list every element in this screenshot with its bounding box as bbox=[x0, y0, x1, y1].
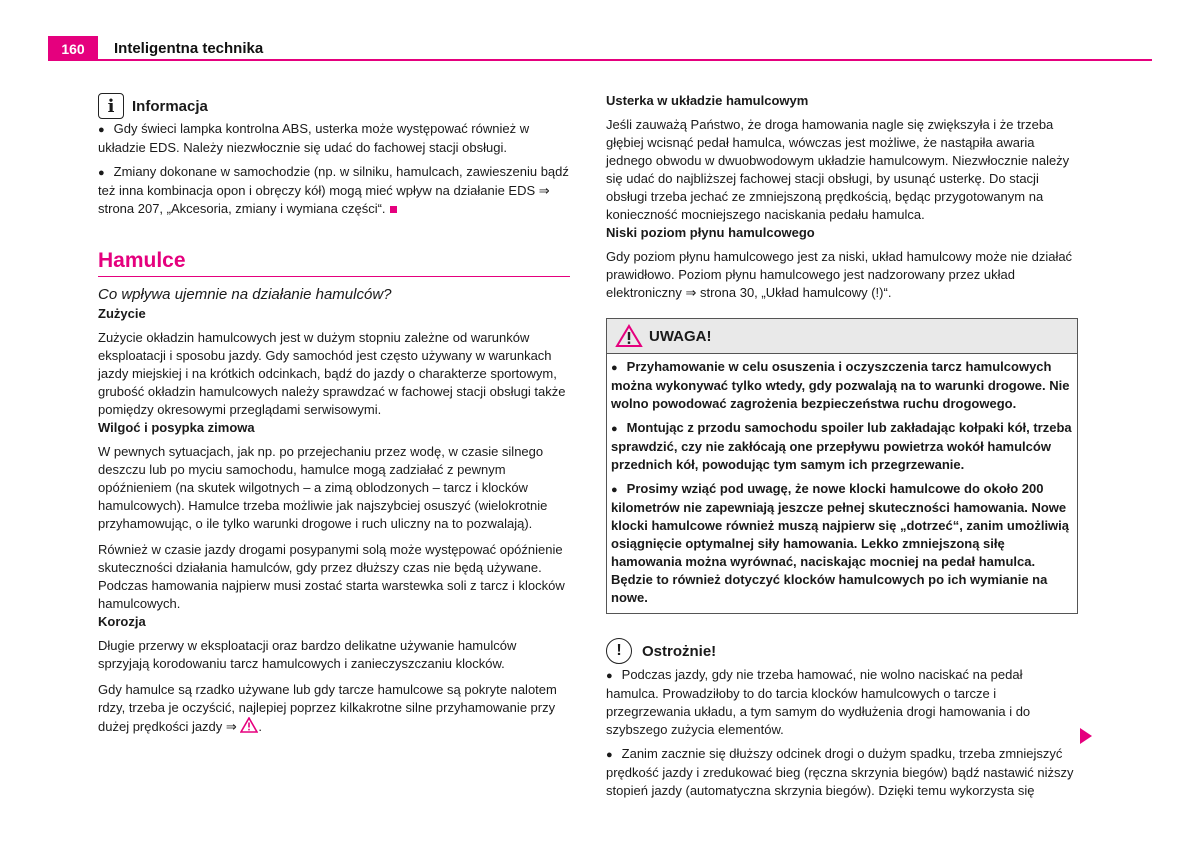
caution-bullet-1: ● Podczas jazdy, gdy nie trzeba hamować, nie wolno naciskać na pedał hamulca. Prowadziłoby to do tarcia klocków hamulcowych o tarcze i przegrzewania układu, a tym samym do wydłużenia drogi hamowania i do szybszego zużycia elementów. bbox=[606, 667, 1031, 737]
moisture-text-2: Również w czasie jazdy drogami posypanymi solą może występować opóźnienie skuteczności działania hamulców, gdy przez dłuższy czas nie będą używane. Podczas hamowania najpierw musi zostać starta warstewka soli z tarcz i klocków hamulcowych. bbox=[98, 542, 565, 611]
header-title: Inteligentna technika bbox=[114, 40, 264, 57]
bullet-dot-icon: ● bbox=[98, 124, 105, 136]
section-title: Hamulce bbox=[98, 249, 186, 272]
moisture-heading: Wilgoć i posypka zimowa bbox=[98, 420, 255, 435]
warning-bullet-1: ● Przyhamowanie w celu osuszenia i oczyszczenia tarcz hamulcowych można wykonywać tylko wtedy, gdy pozwalają na to warunki drogowe. Nie wolno powodować zagrożenia bezpieczeństwa ruchu drogowego. bbox=[611, 359, 1070, 411]
wear-heading: Zużycie bbox=[98, 306, 146, 321]
warning-body bbox=[607, 354, 1077, 613]
corrosion-text-1: Długie przerwy w eksploatacji oraz bardzo delikatne używanie hamulców sprzyjają korodowaniu tarcz hamulcowych i zanieczyszczaniu klocków. bbox=[98, 638, 517, 671]
moisture-text-1: W pewnych sytuacjach, jak np. po przejechaniu przez wodę, w czasie silnego deszczu lub po myciu samochodu, hamulce mogą zadziałać z pewnym opóźnieniem (na skutek wilgotnych – a zimą oblodzonych – tarcz i klocków hamulcowych). Hamulce trzeba możliwie jak najszybciej osuszyć (wielokrotnie przyhamowując, o ile tylko warunki drogowe i ruch uliczny na to pozwalają). bbox=[98, 444, 548, 531]
warning-box bbox=[606, 318, 1078, 614]
caution-header bbox=[606, 636, 1078, 666]
page-header bbox=[48, 36, 1152, 62]
warning-triangle-icon[interactable] bbox=[240, 717, 258, 733]
section-subtitle: Co wpływa ujemnie na działanie hamulców? bbox=[98, 286, 392, 303]
left-column bbox=[98, 92, 570, 736]
section-rule bbox=[98, 276, 570, 277]
fault-heading: Usterka w układzie hamulcowym bbox=[606, 93, 809, 108]
info-bullet-2: ● Zmiany dokonane w samochodzie (np. w silniku, hamulcach, zawieszeniu bądź też inna kombinacja opon i obręczy kół) mogą mieć wpływ na działanie EDS ⇒ strona 207, „Akcesoria, zmiany i wymiana części“. bbox=[98, 164, 569, 216]
bullet-dot-icon: ● bbox=[611, 423, 618, 435]
end-marker-icon bbox=[390, 206, 397, 213]
info-bullet-1: ● Gdy świeci lampka kontrolna ABS, usterka może występować również w układzie EDS. Należy niezwłocznie się udać do fachowej stacji obsługi. bbox=[98, 121, 530, 155]
warning-bullet-3: ● Prosimy wziąć pod uwagę, że nowe klocki hamulcowe do około 200 kilometrów nie zapewniają jeszcze pełnej skuteczności hamowania. Nowe klocki hamulcowe również muszą najpierw się „dotrzeć“, zanim umożliwią osiągnięcie optymalnej siły hamowania. Lekko zmniejszoną siłę hamowania można wyrównać, naciskając mocniej na pedał hamulca. Będzie to również dotyczyć klocków hamulcowych po ich wymianie na nowe. bbox=[611, 481, 1070, 605]
bullet-dot-icon: ● bbox=[611, 362, 618, 374]
caution-title: Ostrożnie! bbox=[642, 642, 717, 660]
wear-text: Zużycie okładzin hamulcowych jest w dużym stopniu zależne od warunków eksploatacji i sposobu jazdy. Gdy samochód jest często używany w warunkach jazdy miejskiej i na krótkich odcinkach, bądź do jazdy o charakterze sportowym, grubość okładzin hamulcowych należy sprawdzać w fachowej stacji obsługi także pomiędzy okresowymi przeglądami serwisowymi. bbox=[98, 330, 566, 417]
corrosion-text-2: Gdy hamulce są rzadko używane lub gdy tarcze hamulcowe są pokryte nalotem rdzy, trzeba je oczyścić, najlepiej poprzez kilkakrotne silne przyhamowanie przy dużej prędkości jazdy ⇒ . bbox=[98, 682, 557, 734]
corrosion-heading: Korozja bbox=[98, 614, 146, 629]
right-column bbox=[606, 92, 1078, 800]
bullet-dot-icon: ● bbox=[606, 749, 613, 761]
fluid-text: Gdy poziom płynu hamulcowego jest za niski, układ hamulcowy może nie działać prawidłowo. Poziom płynu hamulcowego jest nadzorowany przez układ elektroniczny ⇒ strona 30, „Układ hamulcowy (!)“. bbox=[606, 249, 1073, 300]
info-icon: i bbox=[98, 93, 124, 119]
warning-header bbox=[607, 319, 1077, 354]
bullet-dot-icon: ● bbox=[611, 484, 618, 496]
header-rule bbox=[48, 59, 1152, 61]
caution-bullet-2: ● Zanim zacznie się dłuższy odcinek drogi o dużym spadku, trzeba zmniejszyć prędkość jazdy i zredukować bieg (ręczna skrzynia biegów) bądź nastawić niższy stopień jazdy (automatyczna skrzynia biegów). Dzięki temu wykorzysta się bbox=[606, 746, 1074, 798]
next-page-arrow-icon[interactable] bbox=[1080, 728, 1092, 744]
warning-triangle-icon bbox=[615, 324, 643, 348]
page-number: 160 bbox=[48, 36, 98, 60]
info-title: Informacja bbox=[132, 97, 208, 115]
bullet-dot-icon: ● bbox=[606, 670, 613, 682]
fluid-heading: Niski poziom płynu hamulcowego bbox=[606, 225, 815, 240]
warning-title: UWAGA! bbox=[649, 327, 712, 345]
fault-text: Jeśli zauważą Państwo, że droga hamowania nagle się zwiększyła i że trzeba głębiej wcisnąć pedał hamulca, wówczas jest możliwe, że nastąpiła awaria jednego obwodu w dwuobwodowym układzie hamulcowym. Niezwłocznie należy się udać do najbliższej fachowej stacji obsługi, by usunąć usterkę. Do stacji obsługi trzeba jechać ze zmniejszoną prędkością, będąc przygotowanym na konieczność mocniejszego naciskania pedału hamulca. bbox=[606, 117, 1070, 222]
exclamation-circle-icon: ! bbox=[606, 638, 632, 664]
warning-bullet-2: ● Montując z przodu samochodu spoiler lub zakładając kołpaki kół, trzeba sprawdzić, czy nie zakłócają one przepływu powietrza wokół hamulców przednich kół, powodując tym samym ich przegrzewanie. bbox=[611, 420, 1072, 472]
bullet-dot-icon: ● bbox=[98, 167, 105, 179]
info-header bbox=[98, 92, 570, 120]
